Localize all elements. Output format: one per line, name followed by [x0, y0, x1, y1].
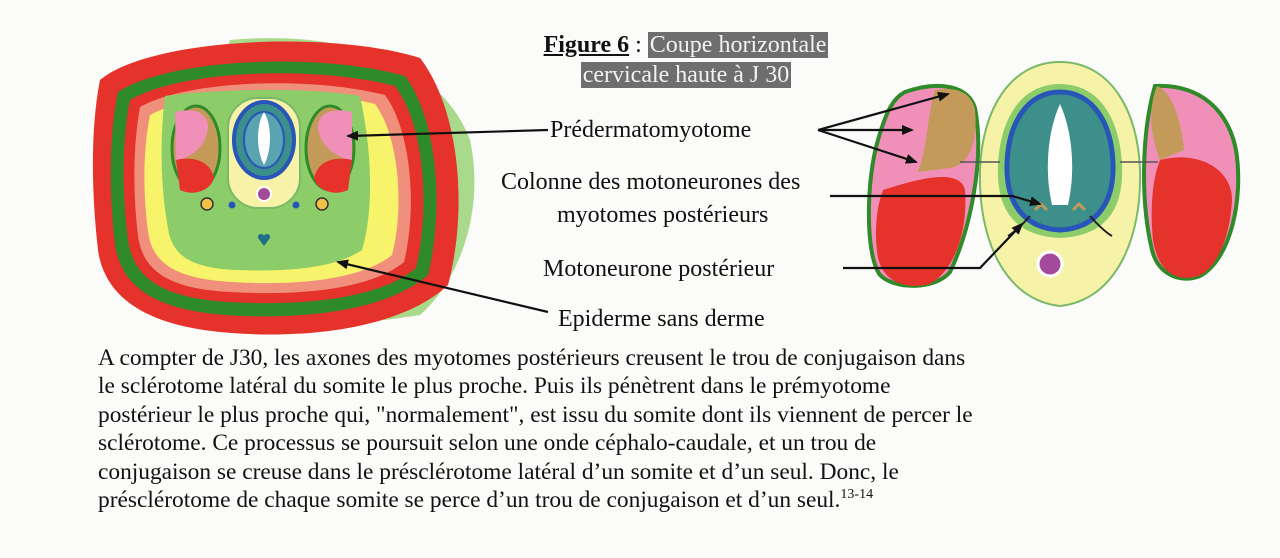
body-paragraph [98, 344, 1258, 514]
label-colonne-line2: myotomes postérieurs [557, 202, 769, 228]
right-somite-red [1152, 157, 1232, 277]
right-vessel [293, 202, 300, 209]
paragraph-line: le sclérotome latéral du somite le plus proche. Puis ils pénètrent dans le prémyotome [98, 373, 891, 400]
paragraph-line: sclérotome. Ce processus se poursuit selon une onde céphalo-caudale, et un trou de [98, 430, 877, 457]
caption-title-line1: Coupe horizontale [649, 32, 827, 58]
left-ganglion [201, 198, 213, 210]
label-colonne-line1: Colonne des motoneurones des [501, 169, 801, 195]
caption-title-line2: cervicale haute à J 30 [582, 62, 790, 88]
paragraph-line: conjugaison se creuse dans le présclérotome latéral d’un somite et d’un seul. Donc, le [98, 458, 899, 485]
paragraph-line: A compter de J30, les axones des myotomes postérieurs creusent le trou de conjugaison dans [98, 345, 966, 371]
label-motoneurone: Motoneurone postérieur [543, 256, 775, 282]
notochord [257, 187, 271, 201]
label-epiderme: Epiderme sans derme [558, 306, 765, 332]
notochord-right [1038, 252, 1062, 276]
paragraph-line: postérieur le plus proche qui, "normalement", est issu du somite dont ils viennent de percer le [98, 401, 973, 428]
paragraph-last-line [98, 486, 1258, 514]
caption-separator: : [629, 32, 648, 58]
paragraph-line: présclérotome de chaque somite se perce d’un trou de conjugaison et d’un seul. [98, 487, 841, 514]
right-ganglion [316, 198, 328, 210]
figure-label: Figure 6 [543, 32, 630, 58]
label-predermatomyotome: Prédermatomyotome [550, 117, 752, 143]
right-cross-section [869, 62, 1238, 306]
reference-superscript: 13-14 [840, 487, 874, 503]
left-cross-section [93, 38, 474, 334]
figure-caption [506, 30, 866, 90]
left-vessel [229, 202, 236, 209]
